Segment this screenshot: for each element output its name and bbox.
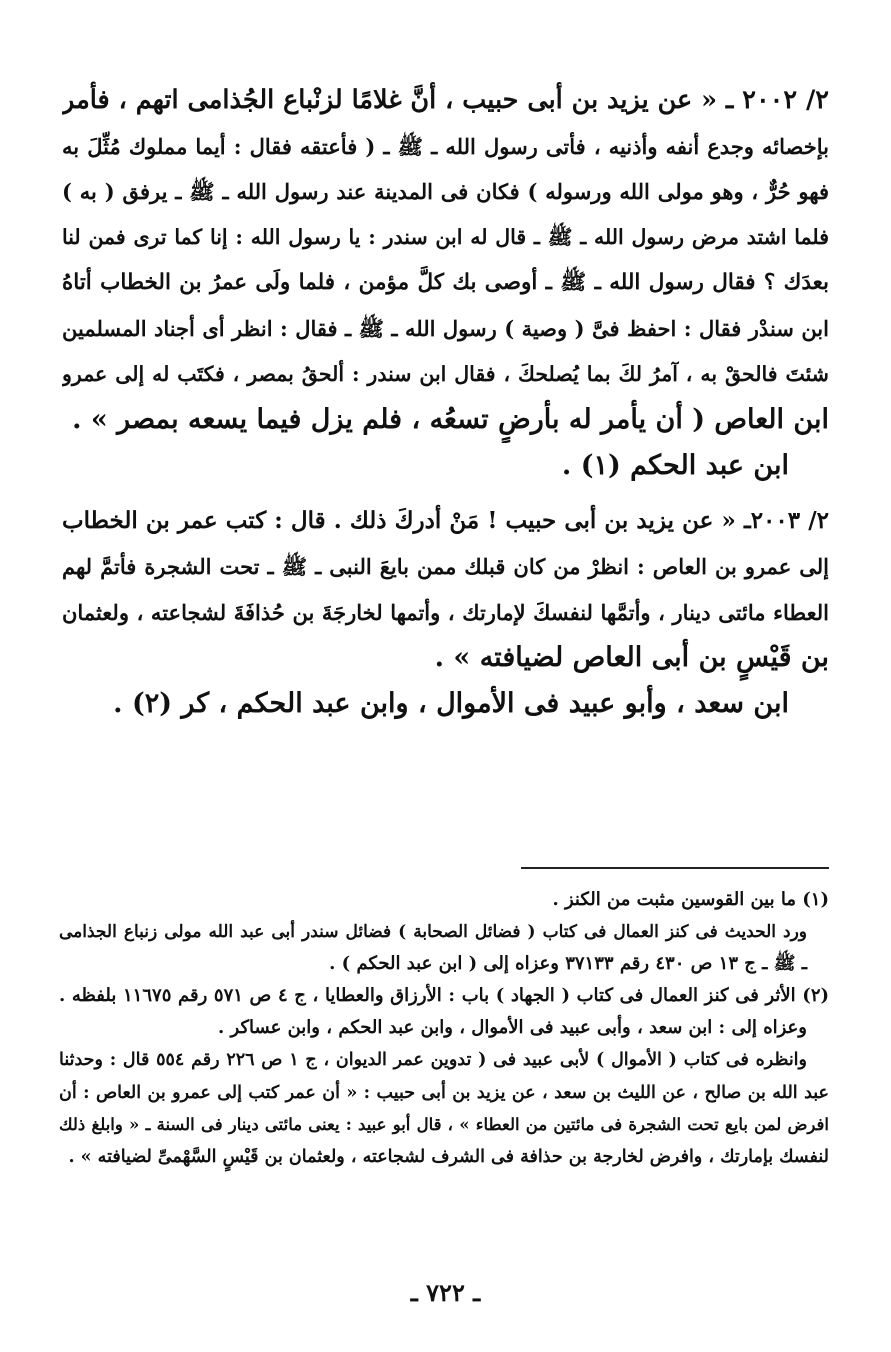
source-attribution: ابن عبد الحكم (١) .	[561, 449, 789, 481]
text-line: فلما اشتد مرض رسول الله ـ ﷺ ـ قال له ابن سندر : يا رسول الله : إنا كما ترى فمن لنا	[62, 224, 829, 249]
text-line: بإخصائه وجدع أنفه وأذنيه ، فأتى رسول الله ـ ﷺ ـ ( فأعتقه فقال : أيما مملوك مُثِّلَ به	[62, 133, 829, 159]
hadith-entry-2003	[62, 498, 829, 726]
text-line: بعدَك ؟ فقال رسول الله ـ ﷺ ـ أوصى بك كلَّ مؤمن ، فلما ولَى عمرُ بن الخطاب أتاهُ	[62, 270, 829, 296]
source-attribution: ابن سعد ، وأبو عبيد فى الأموال ، وابن عبد الحكم ، كر (٢) .	[113, 687, 789, 719]
footnote-line: ـ ﷺ ـ ج ١٣ ص ٤٣٠ رقم ٣٧١٣٣ وعزاه إلى ( ابن عبد الحكم ) .	[329, 953, 807, 975]
text-line: ابن العاص ( أن يأمر له بأرضٍ تسعُه ، فلم يزل فيما يسعه بمصر » .	[72, 404, 829, 436]
footnote-line: وعزاه إلى : ابن سعد ، وأبى عبيد فى الأموال ، وابن عبد الحكم ، وابن عساكر .	[218, 1017, 807, 1039]
footnote-divider	[521, 867, 829, 869]
text-line: فهو حُرٌّ ، وهو مولى الله ورسوله ) فكان فى المدينة عند رسول الله ـ ﷺ ـ يرفق ( به )	[62, 179, 829, 205]
text-line: ٢/ ٢٠٠٣ـ « عن يزيد بن أبى حبيب ! مَنْ أدركَ ذلك . قال : كتب عمر بن الخطاب	[62, 507, 829, 535]
text-line: شئتَ فالحقْ به ، آمرُ لكَ بما يُصلحكَ ، فقال ابن سندر : ألحقُ بمصر ، فكتَب له إلى عمرو	[62, 361, 829, 386]
footnote-line: (١) ما بين القوسين مثبت من الكنز .	[552, 889, 829, 910]
text-line: إلى عمرو بن العاص : انظرْ من كان قبلك ممن بايعَ النبى ـ ﷺ ـ تحت الشجرة فأتمَّ لهم	[62, 553, 829, 579]
footnote-line: لنفسك بإمارتك ، وافرض لخارجة بن حذافة فى الشرف لشجاعته ، ولعثمان بن قَيْسٍ السَّهْمىِّ لضيافته » .	[68, 1146, 829, 1167]
text-line: ٢/ ٢٠٠٢ ـ « عن يزيد بن أبى حبيب ، أنَّ غلامًا لزنْباع الجُذامى اتهم ، فأمر	[62, 85, 829, 115]
text-line: العطاء مائتى دينار ، وأتمَّها لنفسكَ لإمارتك ، وأتمها لخارجَةَ بن حُذافَةَ لشجاعته ، ولعثمان	[62, 599, 829, 625]
text-line: بن قَيْسٍ بن أبى العاص لضيافته » .	[434, 642, 829, 674]
footnote-line: وانظره فى كتاب ( الأموال ) لأبى عبيد فى ( تدوين عمر الديوان ، ج ١ ص ٢٢٦ رقم ٥٥٤ قال : وحدثنا	[59, 1050, 807, 1071]
page-number: ـ ٧٢٢ ـ	[410, 1278, 481, 1307]
text-line: ابن سندْر فقال : احفظ فىَّ ( وصية ) رسول الله ـ ﷺ ـ فقال : انظر أى أجناد المسلمين	[62, 315, 829, 341]
hadith-entry-2002	[62, 78, 829, 488]
footnote-line: عبد الله بن صالح ، عن الليث بن سعد ، عن يزيد بن أبى حبيب : « أن عمر كتب إلى عمرو بن العاص : أن	[59, 1082, 829, 1103]
footnote-line: افرض لمن بايع تحت الشجرة فى مائتين من العطاء » ، قال أبو عبيد : يعنى مائتى دينار فى السنة ـ « وابلغ ذلك	[59, 1114, 829, 1134]
footnote-line: (٢) الأثر فى كنز العمال فى كتاب ( الجهاد ) باب : الأرزاق والعطايا ، ج ٤ ص ٥٧١ رقم ١١٦٧٥ بلفظه .	[59, 985, 829, 1007]
footnotes	[59, 884, 829, 1173]
footnote-line: ورد الحديث فى كنز العمال فى كتاب ( فضائل الصحابة ) فضائل سندر أبى عبد الله مولى زنباع الجذامى	[59, 922, 807, 943]
